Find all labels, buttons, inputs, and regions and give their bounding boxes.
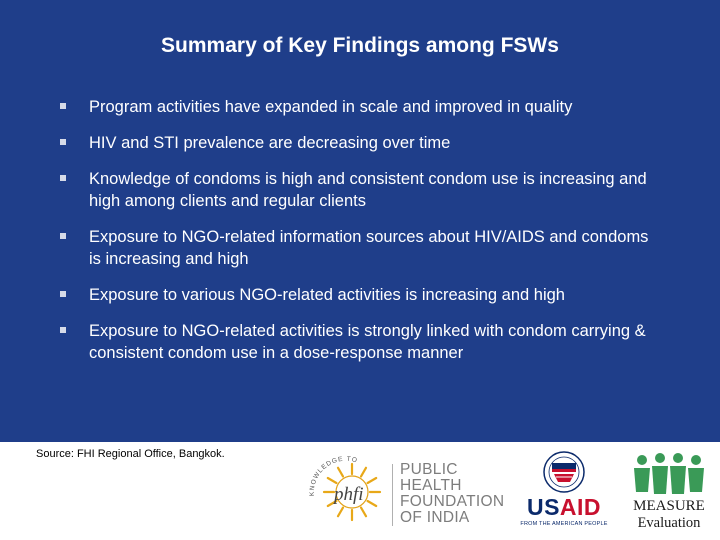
bullet-text: Exposure to NGO-related information sources about HIV/AIDS and condoms is increasing and high (89, 228, 649, 268)
usaid-word-aid: AID (559, 494, 602, 520)
bullet-square-icon (60, 139, 66, 145)
phfi-logo (300, 452, 505, 532)
usaid-seal-icon (514, 450, 614, 494)
phfi-mark: phfi (334, 484, 364, 505)
measure-wordmark: MEASURE (633, 498, 705, 514)
usaid-logo (514, 450, 614, 532)
usaid-wordmark (514, 494, 614, 521)
phfi-arc-text: KNOWLEDGE TO (308, 455, 359, 497)
bullet-item (60, 284, 660, 306)
phfi-name (400, 462, 504, 526)
phfi-name-line: FOUNDATION (400, 493, 505, 510)
measure-subtitle: Evaluation (637, 515, 701, 531)
bullet-item (60, 96, 660, 118)
footer-logo-strip (0, 442, 720, 540)
bullet-square-icon (60, 175, 66, 181)
bullet-square-icon (60, 327, 66, 333)
usaid-word-us: US (526, 494, 560, 520)
bullet-text: Exposure to NGO-related activities is strongly linked with condom carrying & consistent condom use in a dose-response manner (89, 322, 646, 362)
phfi-name-line: OF INDIA (400, 509, 470, 526)
bullet-square-icon (60, 103, 66, 109)
slide-title: Summary of Key Findings among FSWs (161, 34, 559, 57)
bullet-text: HIV and STI prevalence are decreasing over time (89, 134, 451, 152)
source-citation: Source: FHI Regional Office, Bangkok. (36, 448, 225, 460)
bullet-square-icon (60, 233, 66, 239)
bullet-square-icon (60, 291, 66, 297)
bullet-text: Program activities have expanded in scale and improved in quality (89, 98, 573, 116)
phfi-emblem-icon (300, 452, 396, 532)
bullet-item (60, 320, 660, 364)
bullet-item (60, 132, 660, 154)
bullet-text: Exposure to various NGO-related activities is increasing and high (89, 286, 565, 304)
usaid-tagline: FROM THE AMERICAN PEOPLE (520, 521, 608, 527)
phfi-name-line: PUBLIC (400, 461, 458, 478)
phfi-divider (392, 464, 393, 526)
bullet-item (60, 226, 660, 270)
measure-evaluation-logo (624, 452, 714, 534)
bullet-item (60, 168, 660, 212)
bullet-text: Knowledge of condoms is high and consistent condom use is increasing and high among clients and regular clients (89, 170, 647, 210)
phfi-name-line: HEALTH (400, 477, 462, 494)
people-group-icon (624, 452, 714, 498)
bullet-list (60, 96, 660, 378)
